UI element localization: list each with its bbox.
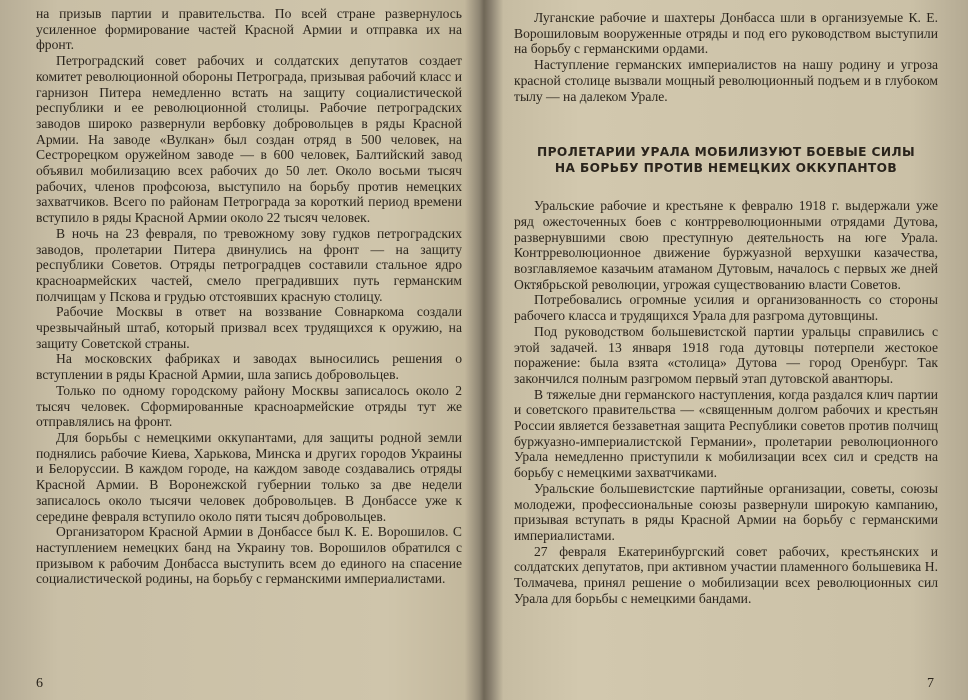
right-paragraph-4: Потребовались огромные усилия и организованность со стороны рабочего класса и трудящихся Урала для разгрома дутовщины. <box>514 292 938 324</box>
section-heading-line-1: ПРОЛЕТАРИИ УРАЛА МОБИЛИЗУЮТ БОЕВЫЕ СИЛЫ <box>537 145 915 160</box>
left-paragraph-8: Организатором Красной Армии в Донбассе был К. Е. Ворошилов. С наступлением немецких банд на Украину тов. Ворошилов обратился с призывом к рабочим Донбасса выступить всем до единого на спасение социалистической родины, на борьбу с германскими империалистами. <box>36 524 462 587</box>
right-paragraph-1: Луганские рабочие и шахтеры Донбасса шли в организуемые К. Е. Ворошиловым вооруженные отряды и под его руководством выступили на борьбу с германскими ордами. <box>514 10 938 57</box>
page-number-left: 6 <box>36 676 43 691</box>
right-paragraph-5: Под руководством большевистской партии уральцы справились с этой задачей. 13 января 1918 года дутовцы потерпели жестокое поражение: была взята «столица» Дутова — город Оренбург. Так закончился полным разгромом первый этап дутовской авантюры. <box>514 323 938 386</box>
page-number-right: 7 <box>927 676 934 691</box>
left-paragraph-6: Только по одному городскому району Москвы записалось около 2 тысяч человек. Сформированные красноармейские отряды тут же отправлялись на фронт. <box>36 382 462 430</box>
right-paragraph-7: Уральские большевистские партийные организации, советы, союзы молодежи, профессиональные союзы развернули широкую кампанию, призывая вступать в ряды Красной Армии на борьбу с германскими империалистами. <box>514 480 938 543</box>
left-paragraph-7: Для борьбы с немецкими оккупантами, для защиты родной земли поднялись рабочие Киева, Харькова, Минска и других городов Украины и Белоруссии. В каждом городе, на каждом заводе создавались отряды Красной Армии. В Воронежской губернии только за две недели записалось около тысячи человек добровольцев. В Донбассе уже к середине февраля вступило около пяти тысяч добровольцев. <box>36 429 462 524</box>
left-paragraph-2: Петроградский совет рабочих и солдатских депутатов создает комитет революционной обороны Петрограда, призывая рабочий класс и гарнизон Питера немедленно встать на защиту социалистической республики и ее революционной столицы. Рабочие петроградских заводов широко развернули вербовку добровольцев в ряды Красной Армии. На заводе «Вулкан» был создан отряд в 500 человек, на Сестрорецком оружейном заводе — в 600 человек, Балтийский завод объявил мобилизацию всех рабочих до 50 лет. Около восьми тысяч рабочих, членов профсоюза, выступило на борьбу против немецких захватчиков. Всего по районам Петрограда за короткий период времени вступило в ряды Красной Армии около 22 тысяч человек. <box>36 53 462 226</box>
left-paragraph-1: на призыв партии и правительства. По всей стране развернулось усиленное формирование частей Красной Армии и отправка их на фронт. <box>36 6 462 53</box>
right-paragraph-6: В тяжелые дни германского наступления, когда раздался клич партии и советского правительства — «священным долгом рабочих и крестьян России является беззаветная защита Республики советов против полчищ буржуазно-империалистской Германии», пролетарии революционного Урала немедленно приступили к мобилизации всех сил и средств на борьбу с немецкими захватчиками. <box>514 386 938 481</box>
section-heading <box>514 144 938 176</box>
left-paragraph-5: На московских фабриках и заводах выносились решения о вступлении в ряды Красной Армии, шла запись добровольцев. <box>36 351 462 383</box>
right-paragraph-8: 27 февраля Екатеринбургский совет рабочих, крестьянских и солдатских депутатов, при активном участии пламенного большевика Н. Толмачева, принял решение о мобилизации всех революционных сил Урала для борьбы с немецкими бандами. <box>514 543 938 606</box>
right-paragraph-3: Уральские рабочие и крестьяне к февралю 1918 г. выдержали уже ряд ожесточенных боев с контрреволюционными отрядами Дутова, развернувшими свою преступную деятельность на юге Урала. Контрреволюционное движение буржуазной верхушки казачества, возглавляемое казачьим атаманом Дутовым, началось с первых же дней Октябрьской революции, угрожая существованию власти Советов. <box>514 198 938 292</box>
section-heading-line-2: НА БОРЬБУ ПРОТИВ НЕМЕЦКИХ ОККУПАНТОВ <box>554 161 898 176</box>
right-page <box>484 0 968 700</box>
right-paragraph-2: Наступление германских империалистов на нашу родину и угроза красной столице вызвали мощный революционный подъем и в глубоком тылу — на далеком Урале. <box>514 57 938 104</box>
left-paragraph-3: В ночь на 23 февраля, по тревожному зову гудков петроградских заводов, пролетарии Питера двинулись на фронт — на защиту республики Советов. Отряды петроградцев составили стальное ядро красноармейских частей, смело преградивших путь германским полчищам у Пскова и грудью отстоявших красную столицу. <box>36 225 462 304</box>
left-paragraph-4: Рабочие Москвы в ответ на воззвание Совнаркома создали чрезвычайный штаб, который призвал всех трудящихся к оружию, на защиту Советской страны. <box>36 304 462 351</box>
